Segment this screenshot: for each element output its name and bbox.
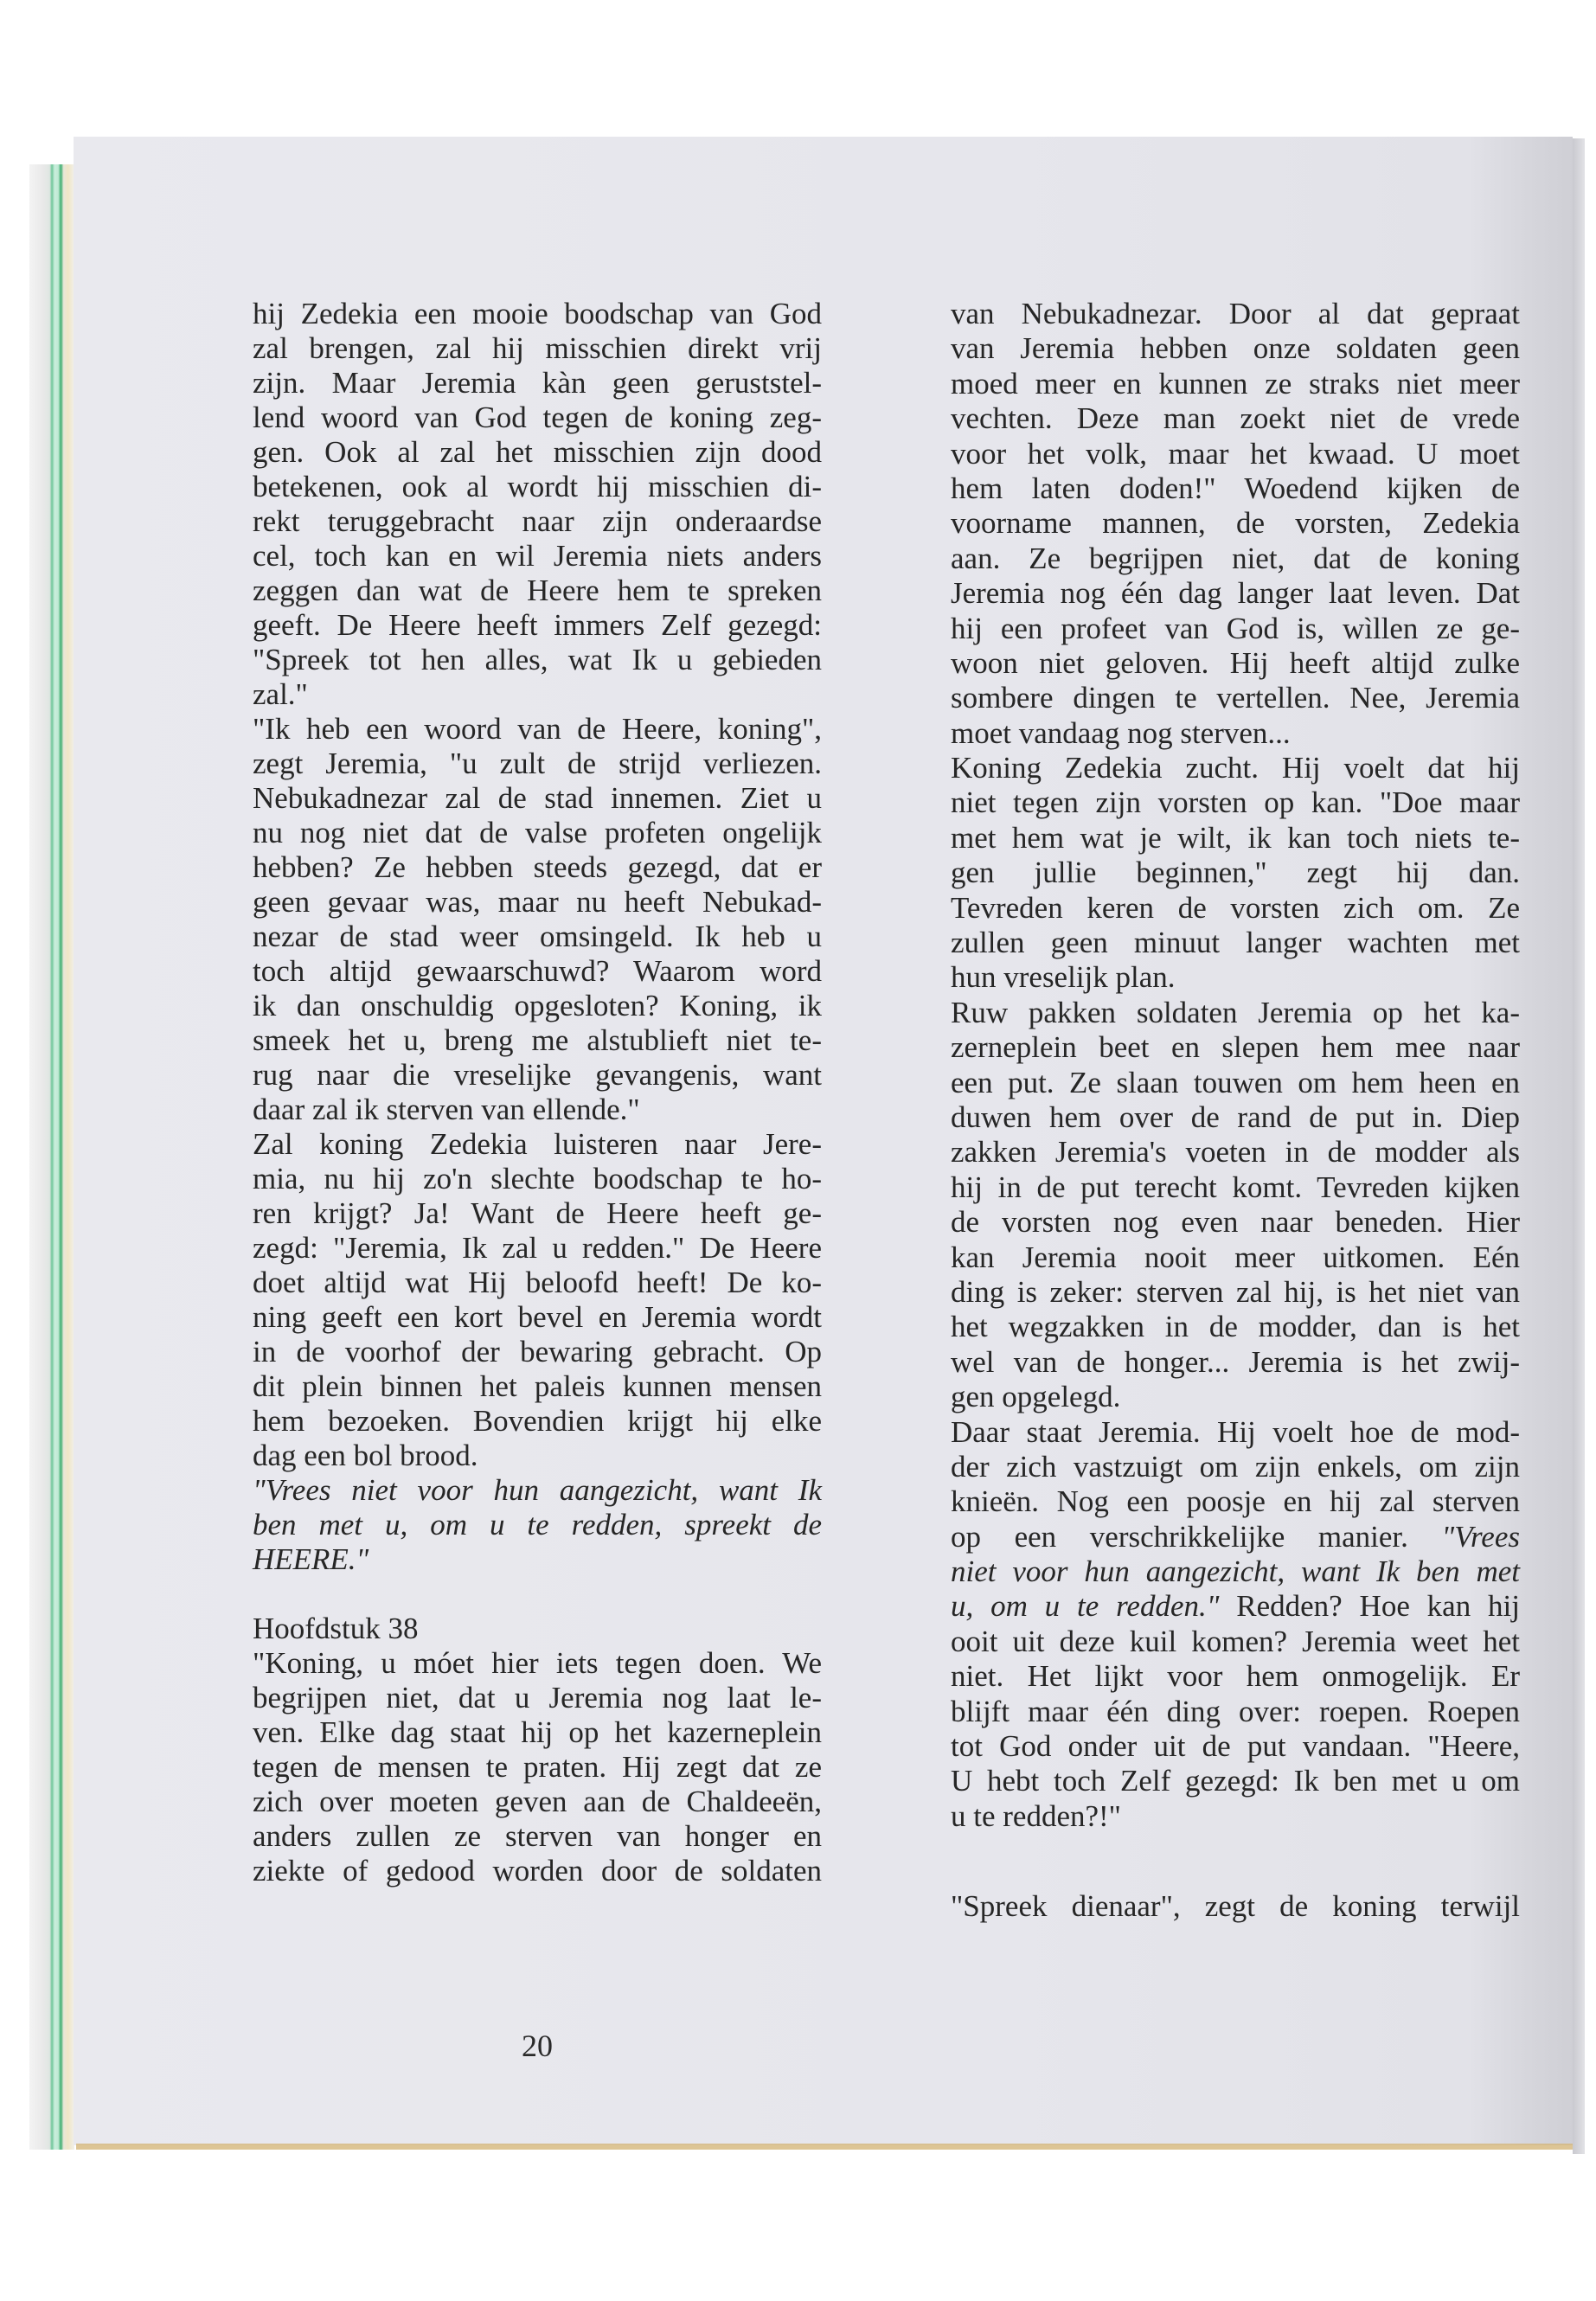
text-line bbox=[951, 401, 1520, 436]
text-line bbox=[951, 1764, 1520, 1798]
text-line bbox=[951, 1030, 1520, 1065]
text-line bbox=[951, 576, 1520, 611]
line-text: Daar staat Jeremia. Hij voelt hoe de mod- bbox=[951, 1414, 1520, 1449]
text-line bbox=[253, 1266, 822, 1300]
text-line bbox=[951, 1240, 1520, 1275]
text-line bbox=[253, 677, 822, 712]
text-line bbox=[951, 856, 1520, 890]
text-line bbox=[951, 891, 1520, 926]
text-line bbox=[253, 1127, 822, 1162]
text-line bbox=[951, 1659, 1520, 1694]
text-line bbox=[253, 608, 822, 643]
text-line bbox=[951, 1520, 1520, 1554]
text-line bbox=[951, 1415, 1520, 1450]
line-text: hun vreselijk plan. bbox=[951, 960, 1176, 995]
text-line bbox=[951, 1310, 1520, 1344]
line-text: betekenen, ook al wordt hij misschien di- bbox=[253, 470, 822, 503]
italic-quote-text: ben met u, om u te redden, spreekt de bbox=[253, 1508, 822, 1541]
text-line bbox=[253, 470, 822, 504]
line-text: tot God onder uit de put vandaan. "Heere, bbox=[951, 1729, 1520, 1764]
text-line bbox=[253, 1439, 822, 1473]
line-text: zich over moeten geven aan de Chaldeeën, bbox=[253, 1785, 822, 1818]
text-line bbox=[951, 1450, 1520, 1484]
text-line bbox=[253, 747, 822, 781]
text-segment: op een verschrikkelijke manier. bbox=[951, 1519, 1442, 1554]
text-line bbox=[253, 1093, 822, 1127]
line-text: hebben? Ze hebben steeds gezegd, dat er bbox=[253, 850, 822, 884]
line-text: gen opgelegd. bbox=[951, 1380, 1121, 1414]
line-text: zijn. Maar Jeremia kàn geen geruststel- bbox=[253, 366, 822, 400]
text-line bbox=[253, 989, 822, 1023]
line-text: cel, toch kan en wil Jeremia niets anders bbox=[253, 539, 822, 573]
text-line bbox=[253, 331, 822, 366]
line-text: lend woord van God tegen de koning zeg- bbox=[253, 401, 822, 434]
line-text: U hebt toch Zelf gezegd: Ik ben met u om bbox=[951, 1764, 1520, 1798]
text-line bbox=[951, 646, 1520, 681]
line-text: geen gevaar was, maar nu heeft Nebukad- bbox=[253, 885, 822, 919]
line-text: moed meer en kunnen ze straks niet meer bbox=[951, 366, 1520, 401]
line-text: Zal koning Zedekia luisteren naar Jere- bbox=[253, 1127, 822, 1161]
text-segment: Redden? Hoe kan hij bbox=[1219, 1589, 1520, 1624]
text-line bbox=[253, 1681, 822, 1715]
text-line bbox=[253, 885, 822, 920]
text-line bbox=[253, 1715, 822, 1750]
text-line bbox=[253, 1231, 822, 1266]
text-line bbox=[253, 781, 822, 816]
text-line bbox=[253, 1785, 822, 1819]
line-text: "Koning, u móet hier iets tegen doen. We bbox=[253, 1646, 822, 1680]
line-text: sombere dingen te vertellen. Nee, Jeremia bbox=[951, 681, 1520, 715]
text-line bbox=[951, 785, 1520, 820]
line-text: voor het volk, maar het kwaad. U moet bbox=[951, 436, 1520, 471]
text-line bbox=[951, 1345, 1520, 1380]
text-line bbox=[951, 996, 1520, 1030]
text-line bbox=[951, 1380, 1520, 1414]
text-line bbox=[253, 712, 822, 747]
line-text: hem laten doden!" Woedend kijken de bbox=[951, 471, 1520, 505]
blank-line bbox=[253, 1577, 822, 1612]
line-text: het wegzakken in de modder, dan is het bbox=[951, 1310, 1520, 1344]
text-line bbox=[951, 681, 1520, 715]
line-text: nu nog niet dat de valse profeten ongelijk bbox=[253, 816, 822, 849]
line-text: ren krijgt? Ja! Want de Heere heeft ge- bbox=[253, 1196, 822, 1230]
italic-quote-text: niet voor hun aangezicht, want Ik ben met bbox=[951, 1554, 1520, 1589]
text-line bbox=[253, 1612, 822, 1646]
line-text: smeek het u, breng me alstublieft niet te- bbox=[253, 1023, 822, 1057]
text-line bbox=[951, 437, 1520, 471]
text-line bbox=[951, 1100, 1520, 1135]
line-text: zal." bbox=[253, 677, 308, 711]
line-text: zerneplein beet en slepen hem mee naar bbox=[951, 1030, 1520, 1065]
line-text: gen jullie beginnen," zegt hij dan. bbox=[951, 856, 1520, 890]
text-line bbox=[253, 1023, 822, 1058]
italic-quote-text: "Vrees niet voor hun aangezicht, want Ik bbox=[253, 1473, 822, 1507]
italic-quote-segment: u, om u te redden." bbox=[951, 1589, 1220, 1624]
line-text: wel van de honger... Jeremia is het zwij- bbox=[951, 1344, 1520, 1379]
text-line bbox=[951, 960, 1520, 995]
text-line bbox=[253, 1750, 822, 1785]
text-line bbox=[951, 1554, 1520, 1589]
line-text: duwen hem over de rand de put in. Diep bbox=[951, 1099, 1520, 1134]
line-text: ning geeft een kort bevel en Jeremia wordt bbox=[253, 1300, 822, 1334]
line-text: moet vandaag nog sterven... bbox=[951, 715, 1291, 750]
line-text: hij in de put terecht komt. Tevreden kijken bbox=[951, 1170, 1520, 1204]
text-line bbox=[253, 366, 822, 401]
text-line bbox=[951, 542, 1520, 576]
line-text: tegen de mensen te praten. Hij zegt dat ze bbox=[253, 1750, 822, 1784]
line-text: zeggen dan wat de Heere hem te spreken bbox=[253, 574, 822, 607]
line-text: der zich vastzuigt om zijn enkels, om zijn bbox=[951, 1449, 1520, 1484]
right-text-column bbox=[951, 297, 1520, 1925]
line-text: zegt Jeremia, "u zult de strijd verliezen. bbox=[253, 747, 822, 780]
page-stack-edge bbox=[29, 164, 74, 2150]
line-text: voorname mannen, de vorsten, Zedekia bbox=[951, 506, 1520, 541]
italic-quote-segment: "Vrees bbox=[1441, 1519, 1520, 1554]
line-text: hem bezoeken. Bovendien krijgt hij elke bbox=[253, 1404, 822, 1438]
line-text: Ruw pakken soldaten Jeremia op het ka- bbox=[951, 995, 1520, 1029]
line-text: daar zal ik sterven van ellende." bbox=[253, 1093, 640, 1126]
line-text: doet altijd wat Hij beloofd heeft! De ko- bbox=[253, 1266, 822, 1299]
text-line bbox=[951, 612, 1520, 646]
line-text: hij Zedekia een mooie boodschap van God bbox=[253, 297, 822, 330]
text-line bbox=[253, 539, 822, 574]
line-text: "Spreek dienaar", zegt de koning terwijl bbox=[951, 1889, 1520, 1924]
text-line bbox=[253, 297, 822, 331]
text-line bbox=[951, 1589, 1520, 1624]
line-text: Hoofdstuk 38 bbox=[253, 1612, 419, 1645]
text-line bbox=[951, 1799, 1520, 1834]
line-text: zegd: "Jeremia, Ik zal u redden." De Heere bbox=[253, 1231, 822, 1265]
line-text: in de voorhof der bewaring gebracht. Op bbox=[253, 1335, 822, 1368]
line-text: u te redden?!" bbox=[951, 1798, 1121, 1833]
line-text: kan Jeremia nooit meer uitkomen. Eén bbox=[951, 1240, 1520, 1274]
text-line bbox=[951, 506, 1520, 541]
text-line bbox=[951, 926, 1520, 960]
text-line bbox=[253, 1646, 822, 1681]
text-line bbox=[253, 1196, 822, 1231]
text-line bbox=[253, 1369, 822, 1404]
text-line bbox=[253, 1404, 822, 1439]
text-line bbox=[253, 1335, 822, 1369]
line-text: met hem wat je wilt, ik kan toch niets te- bbox=[951, 820, 1520, 855]
line-text: ziekte of gedood worden door de soldaten bbox=[253, 1854, 822, 1888]
line-text: zal brengen, zal hij misschien direkt vrij bbox=[253, 331, 822, 365]
text-line bbox=[951, 1170, 1520, 1205]
text-line bbox=[951, 716, 1520, 751]
text-line bbox=[951, 1729, 1520, 1764]
italic-quote-text: HEERE." bbox=[253, 1542, 369, 1576]
line-text: anders zullen ze sterven van honger en bbox=[253, 1819, 822, 1853]
text-line bbox=[253, 1854, 822, 1888]
right-page-edge bbox=[1573, 138, 1585, 2154]
line-text: ik dan onschuldig opgesloten? Koning, ik bbox=[253, 989, 822, 1022]
text-line bbox=[253, 850, 822, 885]
line-text: van Nebukadnezar. Door al dat gepraat bbox=[951, 297, 1520, 330]
line-text: mia, nu hij zo'n slechte boodschap te ho- bbox=[253, 1162, 822, 1195]
line-text: niet. Het lijkt voor hem onmogelijk. Er bbox=[951, 1659, 1520, 1694]
text-line bbox=[253, 1542, 822, 1577]
line-text: de vorsten nog even naar beneden. Hier bbox=[951, 1205, 1520, 1240]
text-line bbox=[951, 367, 1520, 401]
blank-line bbox=[951, 1834, 1520, 1889]
text-line bbox=[253, 954, 822, 989]
text-line bbox=[253, 1058, 822, 1093]
text-line bbox=[253, 401, 822, 435]
line-text: zullen geen minuut langer wachten met bbox=[951, 926, 1520, 960]
line-text: vechten. Deze man zoekt niet de vrede bbox=[951, 401, 1520, 436]
line-text: "Ik heb een woord van de Heere, koning", bbox=[253, 712, 822, 746]
page-number: 20 bbox=[522, 2029, 553, 2063]
line-text: dit plein binnen het paleis kunnen mensen bbox=[253, 1369, 822, 1403]
text-line bbox=[951, 1484, 1520, 1519]
line-text: ding is zeker: sterven zal hij, is het niet van bbox=[951, 1274, 1520, 1309]
text-line bbox=[253, 1508, 822, 1542]
text-line bbox=[253, 643, 822, 677]
line-text: niet tegen zijn vorsten op kan. "Doe maar bbox=[951, 785, 1520, 820]
line-text: gen. Ook al zal het misschien zijn dood bbox=[253, 435, 822, 469]
text-line bbox=[253, 1300, 822, 1335]
left-text-column bbox=[253, 297, 822, 1888]
text-line bbox=[253, 504, 822, 539]
line-text: toch altijd gewaarschuwd? Waarom word bbox=[253, 954, 822, 988]
text-line bbox=[951, 471, 1520, 506]
text-line bbox=[253, 1819, 822, 1854]
line-text: hij een profeet van God is, wìllen ze ge- bbox=[951, 611, 1520, 645]
text-line bbox=[253, 816, 822, 850]
line-text: rekt teruggebracht naar zijn onderaardse bbox=[253, 504, 822, 538]
line-text: een put. Ze slaan touwen om hem heen en bbox=[951, 1065, 1520, 1099]
text-line bbox=[951, 751, 1520, 785]
line-text: Nebukadnezar zal de stad innemen. Ziet u bbox=[253, 781, 822, 815]
line-text: dag een bol brood. bbox=[253, 1439, 478, 1472]
text-line bbox=[951, 1889, 1520, 1924]
line-text: woon niet geloven. Hij heeft altijd zulke bbox=[951, 645, 1520, 680]
line-text: ven. Elke dag staat hij op het kazerneplein bbox=[253, 1715, 822, 1749]
text-line bbox=[951, 1135, 1520, 1170]
line-text: nezar de stad weer omsingeld. Ik heb u bbox=[253, 920, 822, 953]
line-text: rug naar die vreselijke gevangenis, want bbox=[253, 1058, 822, 1092]
line-text: "Spreek tot hen alles, wat Ik u gebieden bbox=[253, 643, 822, 676]
text-line bbox=[253, 574, 822, 608]
line-text: Tevreden keren de vorsten zich om. Ze bbox=[951, 890, 1520, 925]
text-line bbox=[951, 1066, 1520, 1100]
text-line bbox=[253, 1473, 822, 1508]
text-line bbox=[253, 920, 822, 954]
text-line bbox=[951, 821, 1520, 856]
text-line bbox=[951, 1205, 1520, 1240]
line-text: zakken Jeremia's voeten in de modder als bbox=[951, 1135, 1520, 1170]
line-text: van Jeremia hebben onze soldaten geen bbox=[951, 331, 1520, 366]
line-text: blijft maar één ding over: roepen. Roepen bbox=[951, 1694, 1520, 1728]
line-text: Koning Zedekia zucht. Hij voelt dat hij bbox=[951, 751, 1520, 785]
line-text: knieën. Nog een poosje en hij zal sterven bbox=[951, 1484, 1520, 1519]
text-line bbox=[951, 1625, 1520, 1659]
line-text: aan. Ze begrijpen niet, dat de koning bbox=[951, 541, 1520, 575]
text-line bbox=[951, 297, 1520, 331]
text-line bbox=[951, 331, 1520, 366]
line-text: geeft. De Heere heeft immers Zelf gezegd: bbox=[253, 608, 822, 642]
text-line bbox=[951, 1695, 1520, 1729]
text-line bbox=[253, 1162, 822, 1196]
text-line bbox=[253, 435, 822, 470]
text-line bbox=[951, 1275, 1520, 1310]
line-text: Jeremia nog één dag langer laat leven. Dat bbox=[951, 576, 1520, 611]
line-text: begrijpen niet, dat u Jeremia nog laat le- bbox=[253, 1681, 822, 1715]
page-bottom-edge bbox=[76, 2144, 1573, 2150]
line-text: ooit uit deze kuil komen? Jeremia weet het bbox=[951, 1624, 1520, 1658]
